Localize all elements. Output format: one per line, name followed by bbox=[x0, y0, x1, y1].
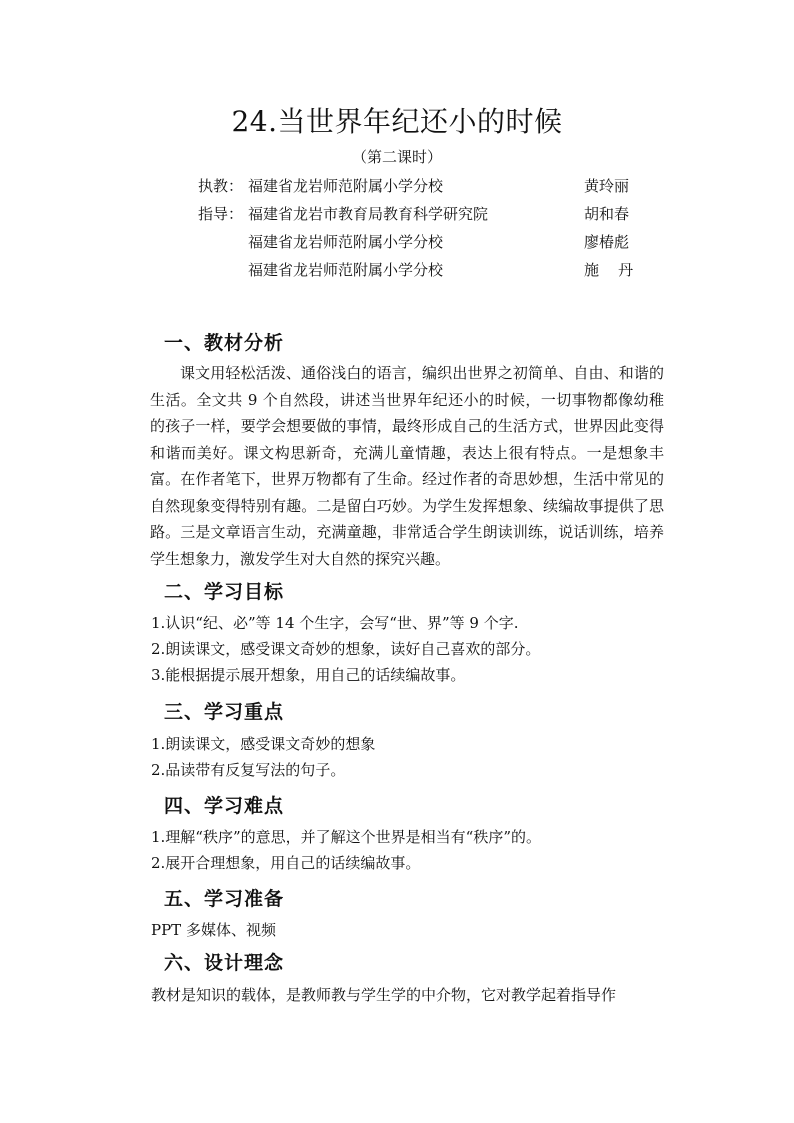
list-item: 1.认识“纪、必”等 14 个生字，会写“世、界”等 9 个字. bbox=[151, 614, 519, 632]
staff-name: 黄玲丽 bbox=[584, 177, 630, 195]
staff-role: 指导： bbox=[198, 205, 244, 223]
section-paragraph: 课文用轻松活泼、通俗浅白的语言，编织出世界之初简单、自由、和谐的生活。全文共 9 个自然段，讲述当世界年纪还小的时候，一切事物都像幼稚的孩子一样，要学会想要做的事情，最终形成自己的生活方式，世界因此变得和谐而美好。课文构思新奇，充满儿童情趣，表达上很有特点。一是想象丰富。在作者笔下，世界万物都有了生命。经过作者的奇思妙想，生活中常见的自然现象变得特别有趣。二是留白巧妙。为学生发挥想象、续编故事提供了思路。三是文章语言生动，充满童趣，非常适合学生朗读训练，说话训练，培养学生想象力，激发学生对大自然的探究兴趣。 bbox=[150, 364, 664, 568]
staff-org: 福建省龙岩师范附属小学分校 bbox=[248, 261, 444, 279]
document-subtitle: （第二课时） bbox=[351, 148, 442, 166]
list-item: PPT 多媒体、视频 bbox=[151, 921, 276, 939]
staff-row-advisor-2 bbox=[198, 231, 648, 253]
staff-org: 福建省龙岩市教育局教育科学研究院 bbox=[248, 205, 489, 223]
list-item: 1.理解“秩序”的意思，并了解这个世界是相当有“秩序”的。 bbox=[151, 828, 541, 846]
section-heading: 一、教材分析 bbox=[164, 332, 285, 354]
list-item: 3.能根据提示展开想象，用自己的话续编故事。 bbox=[151, 666, 466, 684]
staff-row-advisor-3 bbox=[198, 259, 648, 281]
staff-org: 福建省龙岩师范附属小学分校 bbox=[248, 233, 444, 251]
list-item: 2.朗读课文，感受课文奇妙的想象，读好自己喜欢的部分。 bbox=[151, 640, 541, 658]
list-item: 1.朗读课文，感受课文奇妙的想象 bbox=[151, 735, 376, 753]
list-item: 教材是知识的载体，是教师教与学生学的中介物，它对教学起着指导作 bbox=[151, 986, 617, 1004]
document-title: 24.当世界年纪还小的时候 bbox=[231, 105, 563, 138]
list-item: 2.品读带有反复写法的句子。 bbox=[151, 761, 346, 779]
section-heading: 五、学习准备 bbox=[164, 888, 285, 910]
staff-role: 执教： bbox=[198, 177, 244, 195]
staff-name: 胡和春 bbox=[584, 205, 630, 223]
staff-row-advisor bbox=[198, 203, 648, 225]
staff-org: 福建省龙岩师范附属小学分校 bbox=[248, 177, 444, 195]
section-heading: 六、设计理念 bbox=[164, 952, 285, 974]
section-heading: 四、学习难点 bbox=[164, 795, 285, 817]
staff-name: 施 丹 bbox=[584, 261, 634, 279]
section-heading: 二、学习目标 bbox=[164, 581, 285, 603]
section-heading: 三、学习重点 bbox=[164, 701, 285, 723]
list-item: 2.展开合理想象，用自己的话续编故事。 bbox=[151, 854, 421, 872]
staff-name: 廖椿彪 bbox=[584, 233, 630, 251]
staff-row-teacher bbox=[198, 175, 648, 197]
